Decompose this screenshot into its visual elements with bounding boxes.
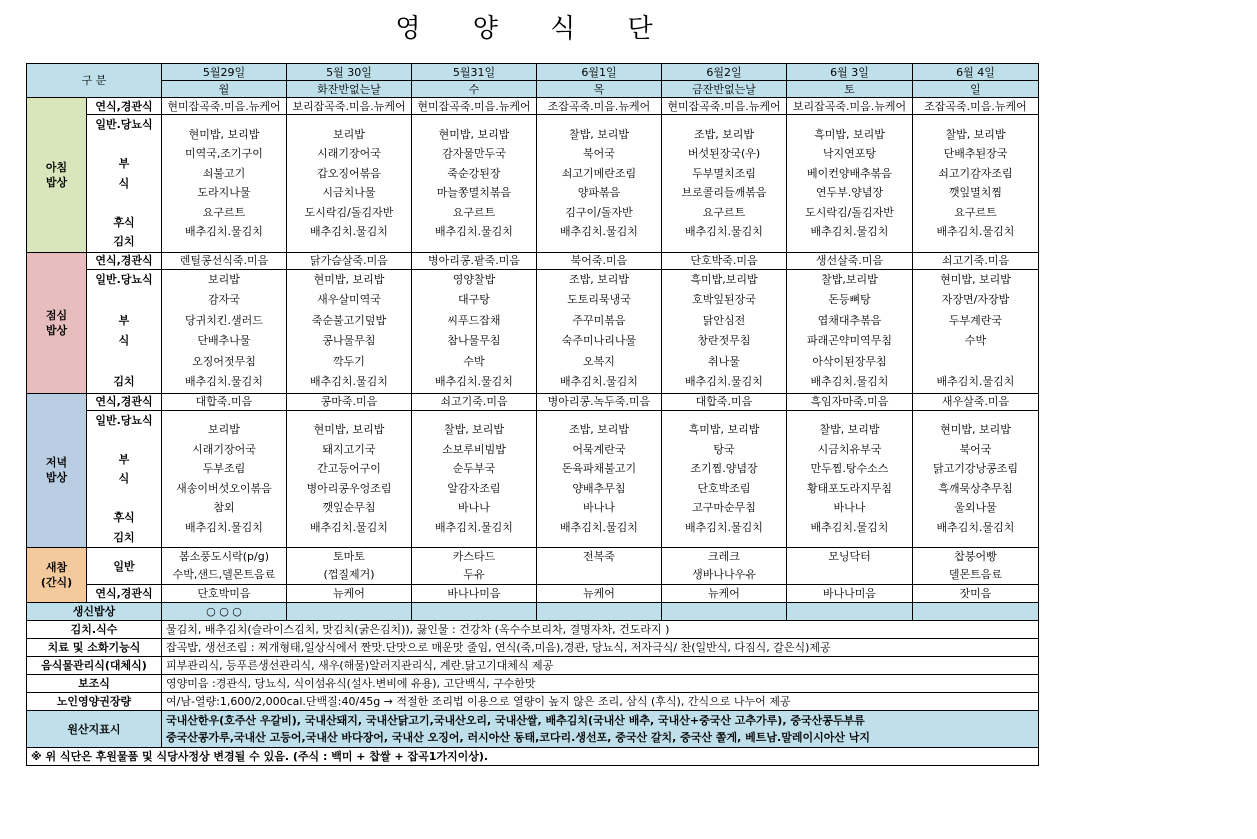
header-day: 목: [537, 81, 662, 98]
header-day: 월: [162, 81, 287, 98]
birthday-cell: [913, 603, 1039, 621]
info-label: 김치.식수: [27, 621, 162, 639]
snack-soft-item: 뉴케어: [287, 585, 412, 603]
lunch-day-menu: 현미밥, 보리밥 새우살미역국 죽순불고기덮밥 콩나물무침 깍두기 배추김치.물김치: [287, 269, 412, 393]
info-label: 노인영양권장량: [27, 693, 162, 711]
lunch-soft-item: 닭가슴살죽.미음: [287, 252, 412, 269]
dinner-soft-item: 대합죽.미음: [162, 393, 287, 410]
dinner-soft-item: 새우살죽.미음: [913, 393, 1039, 410]
birthday-cell: [787, 603, 913, 621]
lunch-soft-item: 북어죽.미음: [537, 252, 662, 269]
info-text: 영양미음 :경관식, 당뇨식, 식이섬유식(설사.변비에 유용), 고단백식, 구수한맛: [162, 675, 1039, 693]
header-date: 6월 4일: [913, 64, 1039, 81]
dinner-day-menu: 찰밥, 보리밥 시금치유부국 만두찜.탕수소스 황태포도라지무침 바나나 배추김치.물김치: [787, 410, 913, 548]
snack-soft-item: 뉴케어: [662, 585, 787, 603]
breakfast-soft-item: 조잡곡죽.미음.뉴케어: [913, 98, 1039, 115]
breakfast-day-menu: 현미밥, 보리밥 미역국,조기구이 쇠불고기 도라지나물 요구르트 배추김치.물김치: [162, 115, 287, 253]
menu-table: [26, 63, 1039, 766]
birthday-cell: [662, 603, 787, 621]
breakfast-soft-label: 연식,경관식: [87, 98, 162, 115]
dinner-day-menu: 보리밥 시래기장어국 두부조림 새송이버섯오이볶음 참외 배추김치.물김치: [162, 410, 287, 548]
snack-item: 모닝닥터: [787, 548, 913, 585]
page-title: 영 양 식 단: [395, 14, 675, 44]
dinner-soft-item: 병아리콩.녹두죽.미음: [537, 393, 662, 410]
header-day: 화잔반없는날: [287, 81, 412, 98]
snack-item: 찹붕어빵 델몬트음료: [913, 548, 1039, 585]
lunch-section: 점심 밥상: [27, 252, 87, 393]
snack-item: 카스타드 두유: [412, 548, 537, 585]
breakfast-day-menu: 현미밥, 보리밥 감자물만두국 죽순강된장 마늘쫑멸치볶음 요구르트 배추김치.물김치: [412, 115, 537, 253]
snack-general-label: 일반: [87, 548, 162, 585]
snack-soft-label: 연식,경관식: [87, 585, 162, 603]
info-text: 잡곡밥, 생선조림 : 찌개형태,일상식에서 짠맛.단맛으로 매운맛 줄임, 연식(죽,미음),경관, 당뇨식, 저자극식/ 찬(일반식, 다짐식, 갈은식)제공: [162, 639, 1039, 657]
dinner-day-menu: 현미밥, 보리밥 북어국 닭고기강낭콩조림 흑깨묵상추무침 울외나물 배추김치.물김치: [913, 410, 1039, 548]
dinner-labels: 일반.당뇨식 부 식 후식 김치: [87, 410, 162, 548]
snack-soft-item: 잣미음: [913, 585, 1039, 603]
lunch-day-menu: 조밥, 보리밥 도토리묵냉국 주꾸미볶음 숙주미나리나물 오복지 배추김치.물김치: [537, 269, 662, 393]
breakfast-day-menu: 흑미밥, 보리밥 낙지연포탕 베이컨양배추볶음 연두부.양념장 도시락김/돌김자반 배추김치.물김치: [787, 115, 913, 253]
header-day: 수: [412, 81, 537, 98]
breakfast-day-menu: 조밥, 보리밥 버섯된장국(우) 두부멸치조림 브로콜리들깨볶음 요구르트 배추김치.물김치: [662, 115, 787, 253]
breakfast-soft-item: 현미잡곡죽.미음.뉴케어: [662, 98, 787, 115]
snack-item: 토마토 (껍질제거): [287, 548, 412, 585]
breakfast-day-menu: 찰밥, 보리밥 북어국 쇠고기메란조림 양파볶음 김구이/돌자반 배추김치.물김치: [537, 115, 662, 253]
info-label: 음식물관리식(대체식): [27, 657, 162, 675]
breakfast-soft-item: 보리잡곡죽.미음.뉴케어: [787, 98, 913, 115]
info-text: 물김치, 배추김치(슬라이스김치, 맛김치(굵은김치)), 끓인물 : 건강차 (옥수수보리차, 결명자차, 건도라지 ): [162, 621, 1039, 639]
birthday-label: 생신밥상: [27, 603, 162, 621]
birthday-cell: [287, 603, 412, 621]
lunch-soft-item: 쇠고기죽.미음: [913, 252, 1039, 269]
lunch-day-menu: 영양찰밥 대구탕 씨푸드잡채 참나물무침 수박 배추김치.물김치: [412, 269, 537, 393]
lunch-soft-item: 단호박죽.미음: [662, 252, 787, 269]
header-date: 6월2일: [662, 64, 787, 81]
snack-soft-item: 바나나미음: [787, 585, 913, 603]
dinner-soft-item: 대합죽.미음: [662, 393, 787, 410]
header-date: 5월31일: [412, 64, 537, 81]
dinner-soft-item: 콩마죽.미음: [287, 393, 412, 410]
dinner-day-menu: 찰밥, 보리밥 소보루비빔밥 순두부국 알감자조림 바나나 배추김치.물김치: [412, 410, 537, 548]
info-label: 치료 및 소화기능식: [27, 639, 162, 657]
origin-label: 원산지표시: [27, 711, 162, 748]
header-label: 구 분: [27, 64, 162, 98]
lunch-soft-item: 병아리콩.팥죽.미음: [412, 252, 537, 269]
header-date: 6월1일: [537, 64, 662, 81]
header-date: 5월29일: [162, 64, 287, 81]
header-day: 금잔반없는날: [662, 81, 787, 98]
header-day: 토: [787, 81, 913, 98]
lunch-soft-item: 생선살죽.미음: [787, 252, 913, 269]
dinner-soft-item: 흑임자마죽.미음: [787, 393, 913, 410]
snack-item: 크레크 생바나나우유: [662, 548, 787, 585]
breakfast-day-menu: 찰밥, 보리밥 단배추된장국 쇠고기감자조림 깻잎멸치찜 요구르트 배추김치.물김치: [913, 115, 1039, 253]
breakfast-section: 아침 밥상: [27, 98, 87, 253]
lunch-day-menu: 흑미밥,보리밥 호박잎된장국 닭안심전 창란젓무침 취나물 배추김치.물김치: [662, 269, 787, 393]
birthday-cell: [412, 603, 537, 621]
header-date: 6월 3일: [787, 64, 913, 81]
snack-soft-item: 바나나미음: [412, 585, 537, 603]
breakfast-soft-item: 조잡곡죽.미음.뉴케어: [537, 98, 662, 115]
snack-item: 전복죽: [537, 548, 662, 585]
info-text: 여/남-열량:1,600/2,000cal.단백질:40/45g → 적절한 조리법 이용으로 열량이 높지 않은 조리, 삼식 (후식), 간식으로 나누어 제공: [162, 693, 1039, 711]
lunch-soft-label: 연식,경관식: [87, 252, 162, 269]
snack-section: 새참 (간식): [27, 548, 87, 603]
breakfast-soft-item: 현미잡곡죽.미음.뉴케어: [162, 98, 287, 115]
dinner-section: 저녁 밥상: [27, 393, 87, 548]
footnote: ※ 위 식단은 후원물품 및 식당사정상 변경될 수 있음. (주식 : 백미 + 찹쌀 + 잡곡1가지이상).: [27, 748, 1039, 766]
lunch-day-menu: 보리밥 감자국 당귀치킨.샐러드 단배추나물 오징어젓무침 배추김치.물김치: [162, 269, 287, 393]
dinner-day-menu: 조밥, 보리밥 어묵계란국 돈육파채불고기 양배추무침 바나나 배추김치.물김치: [537, 410, 662, 548]
origin-text: 국내산한우(호주산 우갈비), 국내산돼지, 국내산닭고기,국내산오리, 국내산쌀, 배추김치(국내산 배추, 국내산+중국산 고추가루), 중국산콩두부류 중국산콩가루,국내산 고등어,국내산 바다장어, 국내산 오징어, 러시아산 동태,코다리.생선포, 중국산 갈치, 중국산 쫄게, 베트남.말레이시아산 낙지: [162, 711, 1039, 748]
dinner-day-menu: 현미밥, 보리밥 돼지고기국 간고등어구이 병아리콩우엉조림 깻잎순무침 배추김치.물김치: [287, 410, 412, 548]
breakfast-day-menu: 보리밥 시래기장어국 갑오징어볶음 시금치나물 도시락김/돌김자반 배추김치.물김치: [287, 115, 412, 253]
snack-soft-item: 뉴케어: [537, 585, 662, 603]
lunch-day-menu: 찰밥,보리밥 돈등뼈탕 엽채대추볶음 파래곤약미역무침 아삭이된장무침 배추김치.물김치: [787, 269, 913, 393]
dinner-soft-label: 연식,경관식: [87, 393, 162, 410]
header-day: 일: [913, 81, 1039, 98]
lunch-labels: 일반.당뇨식 부 식 김치: [87, 269, 162, 393]
dinner-day-menu: 흑미밥, 보리밥 탕국 조기찜.양념장 단호박조림 고구마순무침 배추김치.물김치: [662, 410, 787, 548]
header-date: 5월 30일: [287, 64, 412, 81]
dinner-soft-item: 쇠고기죽.미음: [412, 393, 537, 410]
breakfast-labels: 일반.당뇨식 부 식 후식 김치: [87, 115, 162, 253]
lunch-soft-item: 렌틸콩선식죽.미음: [162, 252, 287, 269]
breakfast-soft-item: 보리잡곡죽.미음.뉴케어: [287, 98, 412, 115]
breakfast-soft-item: 현미잡곡죽.미음.뉴케어: [412, 98, 537, 115]
lunch-day-menu: 현미밥, 보리밥 자장면/자장밥 두부계란국 수박 배추김치.물김치: [913, 269, 1039, 393]
info-text: 피부관리식, 등푸른생선관리식, 새우(해물)알러지관리식, 계란.닭고기대체식 제공: [162, 657, 1039, 675]
info-label: 보조식: [27, 675, 162, 693]
birthday-cell: [537, 603, 662, 621]
snack-item: 봄소풍도시락(p/g) 수박,샌드,델몬트음료: [162, 548, 287, 585]
snack-soft-item: 단호박미음: [162, 585, 287, 603]
birthday-cell: ○ ○ ○: [162, 603, 287, 621]
